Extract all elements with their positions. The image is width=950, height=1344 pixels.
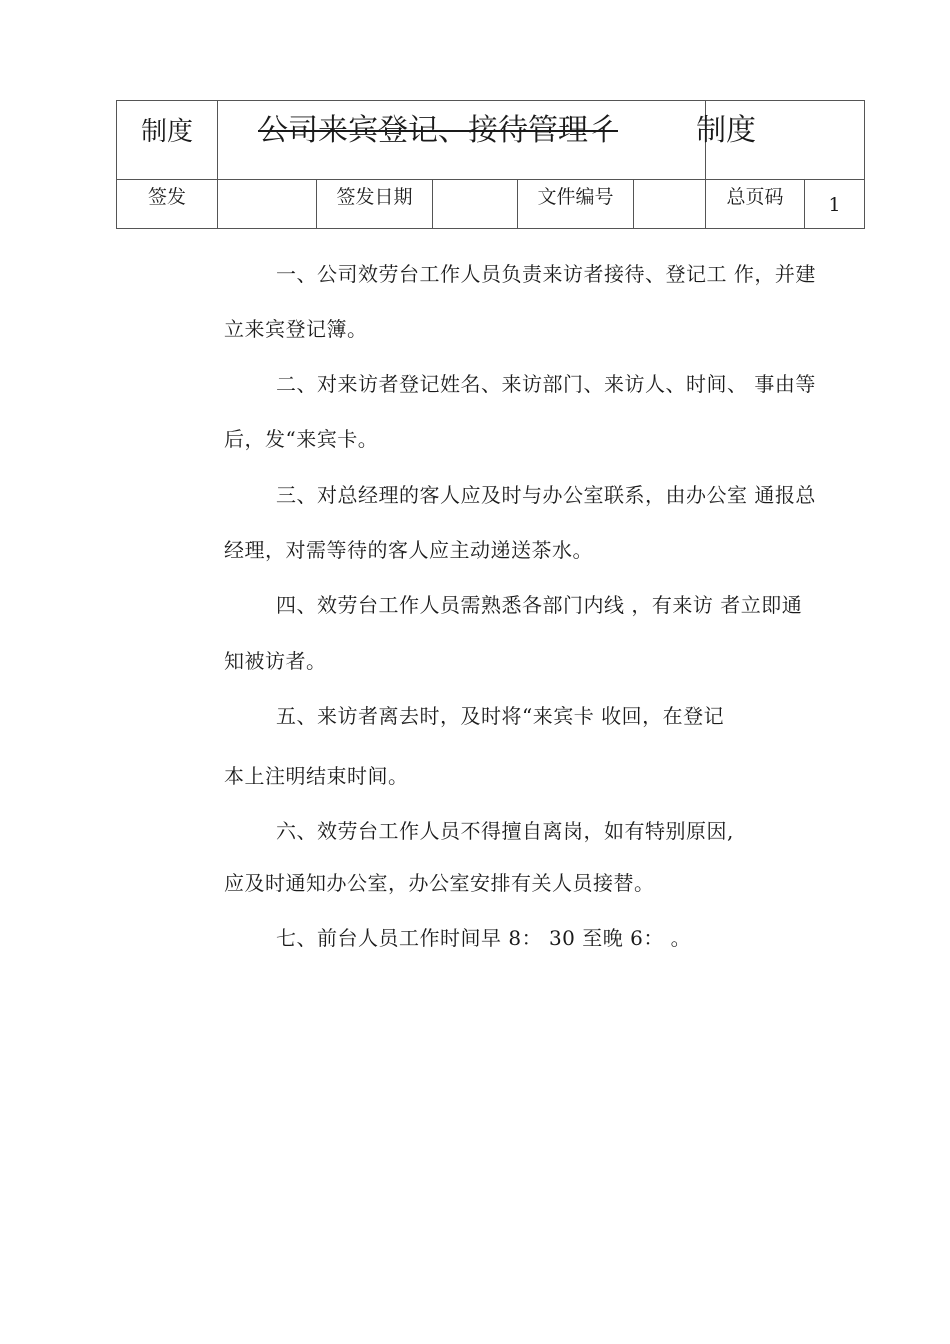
regulation-label: 制度 — [140, 117, 193, 147]
clause-1-line-1: 一、公司效劳台工作人员负责来访者接待、登记工 作，并建 — [276, 262, 816, 286]
clause-5-line-1: 五、来访者离去时，及时将“来宾卡 收回，在登记 — [276, 704, 725, 728]
issuer-value-cell — [218, 180, 317, 229]
total-pages-value-cell — [805, 180, 865, 229]
clause-4-line-1: 四、效劳台工作人员需熟悉各部门内线 ，有来访 者立即通 — [276, 593, 803, 617]
clause-2-line-2: 后，发“来宾卡。 — [224, 427, 379, 451]
clause-1-line-2: 立来宾登记簿。 — [224, 317, 368, 341]
issue-date-label-cell — [317, 180, 433, 229]
issue-date-value-cell — [433, 180, 518, 229]
doc-number-label-cell — [518, 180, 634, 229]
total-pages-label: 总页码 — [726, 186, 784, 208]
title-cell — [218, 101, 706, 180]
regulation-label-cell — [117, 101, 218, 180]
total-pages-value: 1 — [828, 194, 841, 216]
title-suffix-cell — [696, 101, 865, 180]
document-header-table — [116, 100, 865, 229]
clause-4-line-2: 知被访者。 — [224, 649, 327, 673]
clause-2-line-1: 二、对来访者登记姓名、来访部门、来访人、时间、 事由等 — [276, 372, 816, 396]
doc-number-value-cell — [634, 180, 706, 229]
clause-3-line-2: 经理，对需等待的客人应主动递送茶水。 — [224, 538, 593, 562]
issuer-label-cell — [117, 180, 218, 229]
document-title-suffix: 制度 — [696, 113, 757, 148]
issue-date-label: 签发日期 — [336, 186, 413, 208]
issuer-label: 签发 — [147, 186, 186, 208]
document-title-struck: 公司来宾登记、接待管理彳 — [258, 113, 618, 148]
clause-3-line-1: 三、对总经理的客人应及时与办公室联系，由办公室 通报总 — [276, 483, 816, 507]
clause-6-line-2: 应及时通知办公室，办公室安排有关人员接替。 — [224, 871, 655, 895]
clause-5-line-2: 本上注明结束时间。 — [224, 764, 409, 788]
total-pages-label-cell — [706, 180, 805, 229]
doc-number-label: 文件编号 — [537, 186, 614, 208]
clause-6-line-1: 六、效劳台工作人员不得擅自离岗，如有特别原因, — [276, 819, 734, 843]
clause-7-line-1: 七、前台人员工作时间早 8： 30 至晚 6： 。 — [276, 926, 692, 950]
